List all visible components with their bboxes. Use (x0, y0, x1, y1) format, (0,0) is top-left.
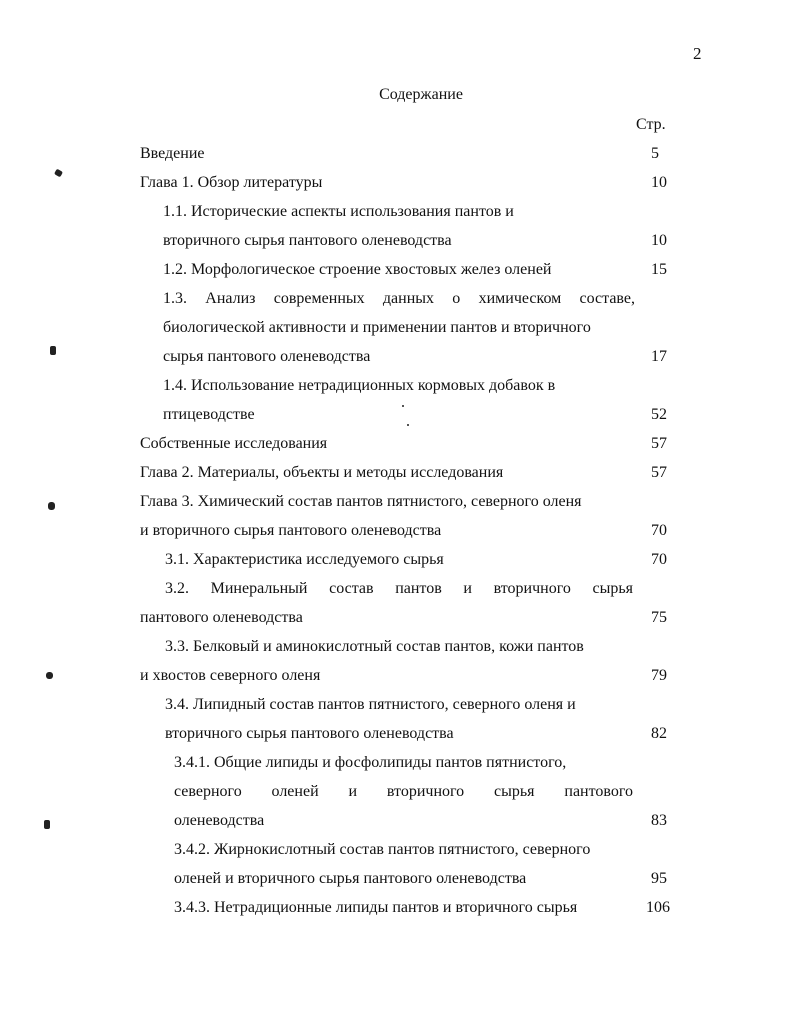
toc-entry-3-2-line2: пантового оленеводства (140, 609, 303, 626)
toc-entry-3-4-2-line2: оленей и вторичного сырья пантового оленеводства (174, 870, 527, 887)
toc-entry-3-4-line1: 3.4. Липидный состав пантов пятнистого, северного оленя и (165, 696, 576, 713)
toc-entry-ch3-line2: и вторичного сырья пантового оленеводства (140, 522, 442, 539)
scan-speck (44, 820, 50, 829)
page-number: 2 (693, 44, 702, 63)
scan-speck (46, 672, 53, 679)
toc-entry-3-4-1-line1: 3.4.1. Общие липиды и фосфолипиды пантов пятнистого, (174, 754, 567, 771)
scan-speck (407, 424, 409, 426)
toc-page-3-4-2: 95 (651, 870, 667, 887)
toc-page-3-4-3: 106 (646, 899, 670, 916)
toc-entry-3-4-1-line3: оленеводства (174, 812, 265, 829)
toc-page-intro: 5 (651, 145, 659, 162)
toc-entry-3-3-line2: и хвостов северного оленя (140, 667, 321, 684)
toc-entry-intro: Введение (140, 145, 205, 162)
page-column-header: Стр. (636, 116, 666, 133)
toc-entry-1-2: 1.2. Морфологическое строение хвостовых желез оленей (163, 261, 552, 278)
toc-entry-1-3-line1: 1.3. Анализ современных данных о химическом составе, (163, 290, 635, 307)
scan-speck (48, 502, 55, 510)
scan-speck (54, 169, 63, 178)
toc-entry-3-4-line2: вторичного сырья пантового оленеводства (165, 725, 454, 742)
toc-entry-1-4-line1: 1.4. Использование нетрадиционных кормовых добавок в (163, 377, 556, 394)
toc-page-3-4: 82 (651, 725, 667, 742)
toc-page-ch2: 57 (651, 464, 667, 481)
toc-page-3-2: 75 (651, 609, 667, 626)
toc-entry-3-1: 3.1. Характеристика исследуемого сырья (165, 551, 444, 568)
toc-entry-own-research: Собственные исследования (140, 435, 328, 452)
toc-page-3-4-1: 83 (651, 812, 667, 829)
toc-entry-1-1-line1: 1.1. Исторические аспекты использования пантов и (163, 203, 514, 220)
toc-page-3-1: 70 (651, 551, 667, 568)
toc-entry-ch3-line1: Глава 3. Химический состав пантов пятнистого, северного оленя (140, 493, 582, 510)
toc-page-ch1: 10 (651, 174, 667, 191)
toc-entry-ch1: Глава 1. Обзор литературы (140, 174, 323, 191)
toc-entry-1-1-line2: вторичного сырья пантового оленеводства (163, 232, 452, 249)
page-title: Содержание (379, 86, 463, 103)
toc-page-1-2: 15 (651, 261, 667, 278)
scan-speck (50, 346, 56, 355)
toc-entry-3-4-3: 3.4.3. Нетрадиционные липиды пантов и вторичного сырья (174, 899, 578, 916)
toc-entry-1-4-line2: птицеводстве (163, 406, 255, 423)
toc-page-1-4: 52 (651, 406, 667, 423)
toc-entry-1-3-line2: биологической активности и применении пантов и вторичного (163, 319, 591, 336)
toc-page-1-3: 17 (651, 348, 667, 365)
toc-page-3-3: 79 (651, 667, 667, 684)
toc-page-1-1: 10 (651, 232, 667, 249)
toc-entry-3-4-2-line1: 3.4.2. Жирнокислотный состав пантов пятнистого, северного (174, 841, 591, 858)
toc-entry-3-3-line1: 3.3. Белковый и аминокислотный состав пантов, кожи пантов (165, 638, 584, 655)
toc-page-ch3: 70 (651, 522, 667, 539)
toc-page-own-research: 57 (651, 435, 667, 452)
toc-entry-3-2-line1: 3.2. Минеральный состав пантов и вторичного сырья (165, 580, 633, 597)
scan-speck (402, 405, 404, 407)
toc-entry-1-3-line3: сырья пантового оленеводства (163, 348, 371, 365)
toc-entry-ch2: Глава 2. Материалы, объекты и методы исследования (140, 464, 504, 481)
toc-entry-3-4-1-line2: северного оленей и вторичного сырья пантового (174, 783, 633, 800)
